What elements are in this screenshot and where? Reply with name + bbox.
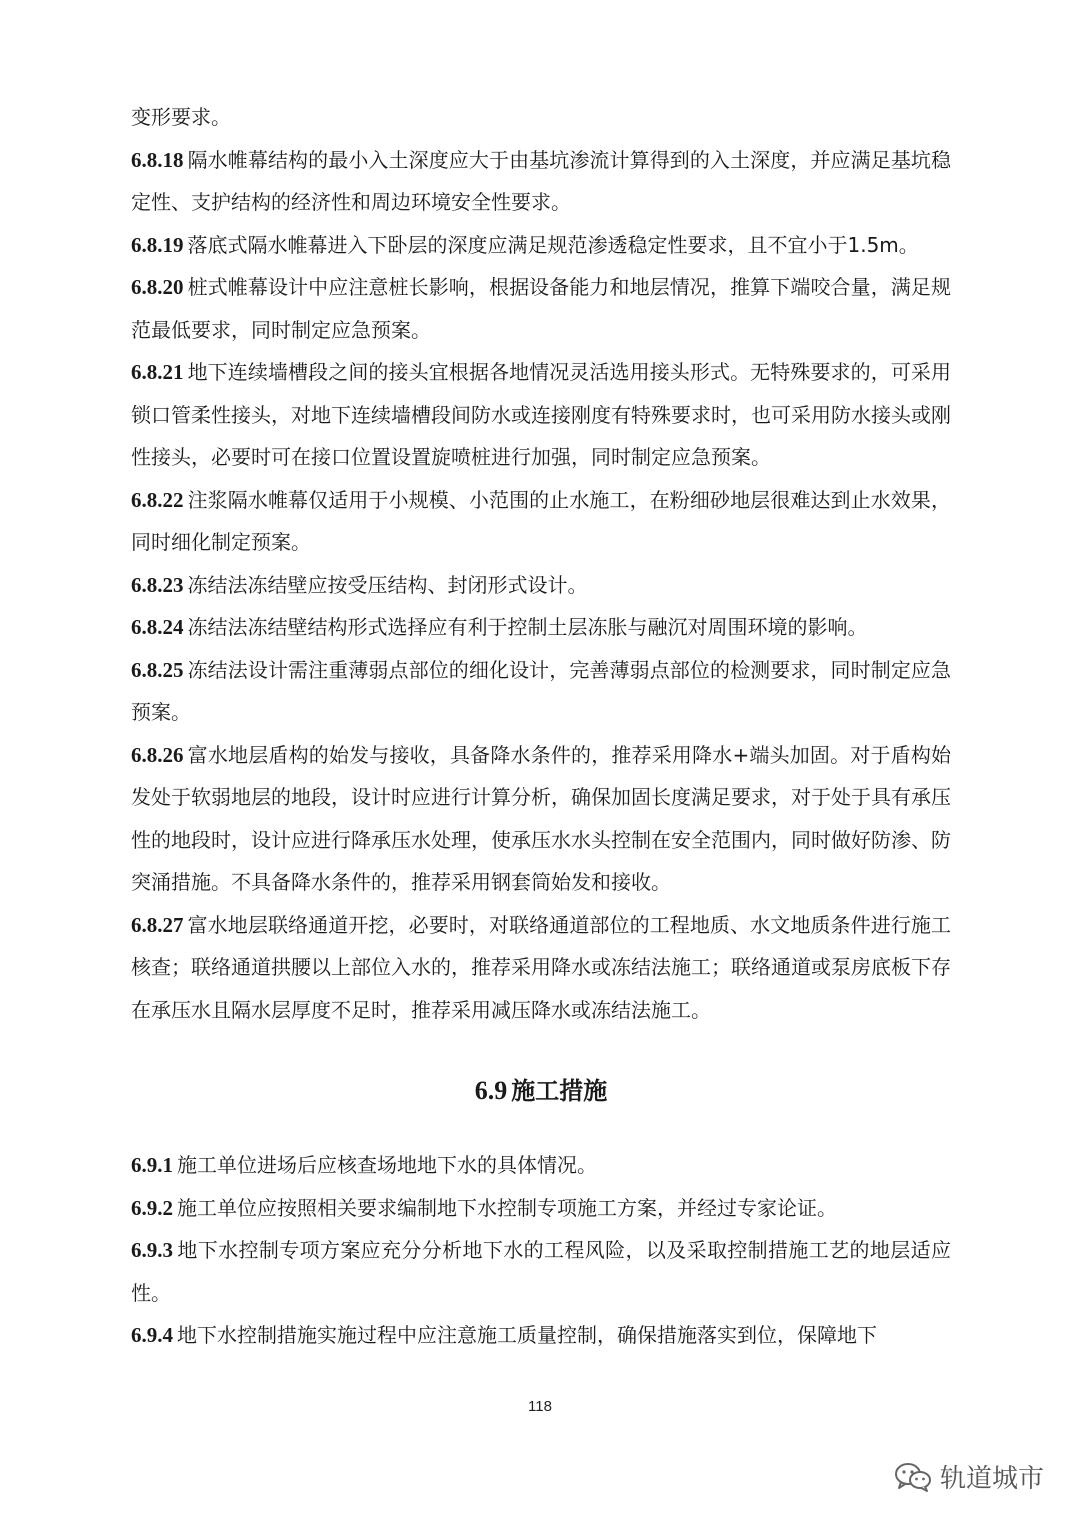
clause-text: 冻结法冻结壁应按受压结构、封闭形式设计。: [187, 572, 588, 597]
clause-paragraph: [131, 734, 951, 904]
clause-paragraph: [131, 904, 951, 1032]
clause-text: 富水地层联络通道开挖，必要时，对联络通道部位的工程地质、水文地质条件进行施工核查；联络通道拱腰以上部位入水的，推荐采用降水或冻结法施工；联络通道或泵房底板下存在承压水且隔水层厚度不足时，推荐采用减压降水或冻结法施工。: [131, 912, 951, 1022]
clause-number: 6.8.22: [131, 487, 184, 512]
clause-paragraph: [131, 606, 951, 649]
clause-paragraph: [131, 649, 951, 734]
clause-number: 6.8.19: [131, 232, 184, 257]
clause-paragraph: [131, 139, 951, 224]
clause-number: 6.8.20: [131, 275, 184, 299]
clause-number: 6.8.23: [131, 572, 184, 597]
clause-paragraph: [131, 1314, 951, 1357]
clause-number: 6.9.2: [131, 1195, 173, 1220]
paragraphs-top: [131, 96, 951, 1031]
clause-text: 隔水帷幕结构的最小入土深度应大于由基坑渗流计算得到的入土深度，并应满足基坑稳定性、支护结构的经济性和周边环境安全性要求。: [131, 147, 951, 214]
clause-text: 变形要求。: [131, 105, 231, 129]
clause-text: 施工单位进场后应核查场地地下水的具体情况。: [177, 1153, 597, 1177]
clause-paragraph: [131, 1187, 951, 1230]
clause-number: 6.9.3: [131, 1238, 173, 1262]
clause-paragraph: [131, 224, 951, 267]
clause-number: 6.9.1: [131, 1153, 173, 1177]
watermark: [894, 1458, 1044, 1495]
clause-paragraph: [131, 351, 951, 479]
clause-text: 冻结法设计需注重薄弱点部位的细化设计，完善薄弱点部位的检测要求，同时制定应急预案。: [131, 657, 951, 724]
clause-text: 落底式隔水帷幕进入下卧层的深度应满足规范渗透稳定性要求，且不宜小于1.5m。: [187, 232, 919, 257]
clause-text: 地下水控制措施实施过程中应注意施工质量控制，确保措施落实到位，保障地下: [177, 1323, 877, 1347]
clause-paragraph: [131, 96, 951, 139]
clause-paragraph: [131, 479, 951, 564]
wechat-icon: [894, 1461, 932, 1493]
clause-number: 6.8.26: [131, 742, 184, 767]
clause-text: 地下连续墙槽段之间的接头宜根据各地情况灵活选用接头形式。无特殊要求的，可采用锁口管柔性接头，对地下连续墙槽段间防水或连接刚度有特殊要求时，也可采用防水接头或刚性接头，必要时可在接口位置设置旋喷桩进行加强，同时制定应急预案。: [131, 360, 951, 469]
watermark-text: 轨道城市: [939, 1464, 1044, 1494]
clause-paragraph: [131, 1229, 951, 1314]
clause-number: 6.8.25: [131, 657, 184, 682]
clause-paragraph: [131, 266, 951, 351]
clause-paragraph: [131, 1144, 951, 1187]
clause-paragraph: [131, 564, 951, 607]
clause-text: 桩式帷幕设计中应注意桩长影响，根据设备能力和地层情况，推算下端咬合量，满足规范最低要求，同时制定应急预案。: [131, 275, 951, 342]
clause-text: 冻结法冻结壁结构形式选择应有利于控制土层冻胀与融沉对周围环境的影响。: [187, 615, 868, 639]
clause-text: 地下水控制专项方案应充分分析地下水的工程风险，以及采取控制措施工艺的地层适应性。: [131, 1238, 951, 1305]
section-title: 施工措施: [511, 1077, 608, 1105]
document-page: [131, 96, 951, 1357]
clause-number: 6.8.24: [131, 615, 184, 639]
clause-text: 富水地层盾构的始发与接收，具备降水条件的，推荐采用降水+端头加固。对于盾构始发处于软弱地层的地段，设计时应进行计算分析，确保加固长度满足要求，对于处于具有承压性的地段时，设计应进行降承压水处理，使承压水水头控制在安全范围内，同时做好防渗、防突涌措施。不具备降水条件的，推荐采用钢套筒始发和接收。: [131, 742, 951, 894]
section-number: 6.9: [474, 1076, 508, 1105]
section-heading: [131, 1071, 951, 1106]
clause-number: 6.9.4: [131, 1323, 173, 1347]
clause-text: 施工单位应按照相关要求编制地下水控制专项施工方案，并经过专家论证。: [177, 1195, 837, 1220]
page-number: 118: [528, 1398, 552, 1415]
clause-number: 6.8.21: [131, 360, 184, 384]
clause-text: 注浆隔水帷幕仅适用于小规模、小范围的止水施工，在粉细砂地层很难达到止水效果，同时细化制定预案。: [131, 487, 951, 554]
clause-number: 6.8.27: [131, 912, 184, 937]
paragraphs-bottom: [131, 1144, 951, 1357]
clause-number: 6.8.18: [131, 147, 184, 172]
